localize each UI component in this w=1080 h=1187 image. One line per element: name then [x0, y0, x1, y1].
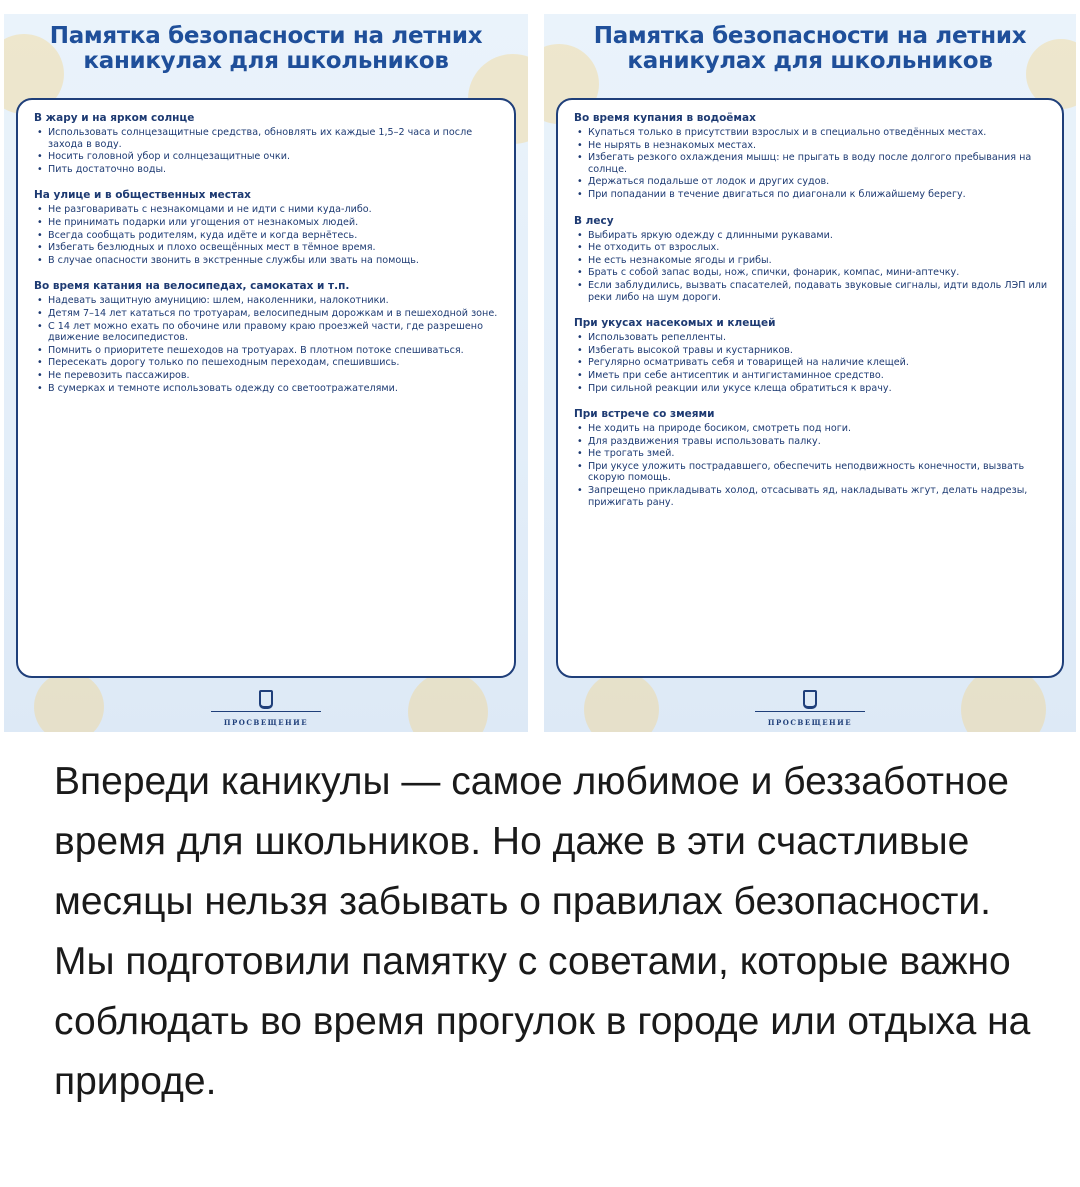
- list-item: • Запрещено прикладывать холод, отсасывать яд, накладывать жгут, делать надрезы, прижигать рану.: [574, 485, 1048, 508]
- section-list: [574, 127, 1048, 201]
- list-item: • Пить достаточно воды.: [34, 164, 500, 176]
- section-title: В жару и на ярком солнце: [34, 112, 195, 124]
- list-item: • Избегать резкого охлаждения мышц: не прыгать в воду после долгого пребывания на солнце.: [574, 152, 1048, 175]
- list-item: • Не отходить от взрослых.: [574, 242, 1048, 254]
- list-item: • Надевать защитную амуницию: шлем, наколенники, налокотники.: [34, 295, 500, 307]
- section-title: При укусах насекомых и клещей: [574, 317, 776, 330]
- list-item: • Пересекать дорогу только по пешеходным переходам, спешившись.: [34, 357, 500, 369]
- poster-section: [574, 112, 1048, 201]
- list-item: • Не есть незнакомые ягоды и грибы.: [574, 255, 1048, 267]
- list-item: • Использовать солнцезащитные средства, обновлять их каждые 1,5–2 часа и после захода в воду.: [34, 127, 500, 150]
- poster-image-left[interactable]: [4, 14, 528, 732]
- section-list: [574, 230, 1048, 304]
- list-item: • Избегать высокой травы и кустарников.: [574, 345, 1048, 357]
- list-item: • При сильной реакции или укусе клеща обратиться к врачу.: [574, 383, 1048, 395]
- list-item: • Детям 7–14 лет кататься по тротуарам, велосипедным дорожкам и в пешеходной зоне.: [34, 308, 500, 320]
- list-item: • Всегда сообщать родителям, куда идёте и когда вернётесь.: [34, 230, 500, 242]
- section-title: При встрече со змеями: [574, 408, 715, 421]
- list-item: • Носить головной убор и солнцезащитные очки.: [34, 151, 500, 163]
- shield-icon: [259, 690, 273, 709]
- list-item: • Держаться подальше от лодок и других судов.: [574, 176, 1048, 188]
- poster-section: [34, 112, 500, 175]
- publisher-logo: [211, 690, 321, 730]
- list-item: • Не принимать подарки или угощения от незнакомых людей.: [34, 217, 500, 229]
- list-item: • Для раздвижения травы использовать палку.: [574, 436, 1048, 448]
- list-item: • Купаться только в присутствии взрослых и в специально отведённых местах.: [574, 127, 1048, 139]
- poster-section: [34, 280, 500, 394]
- section-list: [34, 295, 500, 394]
- list-item: • Не ходить на природе босиком, смотреть под ноги.: [574, 423, 1048, 435]
- publisher-logo: [755, 690, 865, 730]
- section-list: [34, 204, 500, 266]
- section-list: [34, 127, 500, 175]
- list-item: • Брать с собой запас воды, нож, спички, фонарик, компас, мини-аптечку.: [574, 267, 1048, 279]
- poster-title: Памятка безопасности на летних каникулах для школьников: [593, 23, 1027, 74]
- list-item: • При укусе уложить пострадавшего, обеспечить неподвижность конечности, вызвать скорую помощь.: [574, 461, 1048, 484]
- section-title: В лесу: [574, 214, 614, 227]
- list-item: • В сумерках и темноте использовать одежду со светоотражателями.: [34, 383, 500, 395]
- section-title: На улице и в общественных местах: [34, 189, 251, 202]
- list-item: • В случае опасности звонить в экстренные службы или звать на помощь.: [34, 255, 500, 267]
- poster-section: [574, 408, 1048, 508]
- poster-card: [556, 98, 1064, 678]
- list-item: • Регулярно осматривать себя и товарищей на наличие клещей.: [574, 357, 1048, 369]
- list-item: • Если заблудились, вызвать спасателей, подавать звуковые сигналы, идти вдоль ЛЭП или реки либо на шум дороги.: [574, 280, 1048, 303]
- list-item: • Избегать безлюдных и плохо освещённых мест в тёмное время.: [34, 242, 500, 254]
- list-item: • При попадании в течение двигаться по диагонали к ближайшему берегу.: [574, 189, 1048, 201]
- poster-title: Памятка безопасности на летних каникулах для школьников: [49, 23, 483, 74]
- list-item: • Не нырять в незнакомых местах.: [574, 140, 1048, 152]
- shield-icon: [803, 690, 817, 709]
- section-title: Во время катания на велосипедах, самокатах и т.п.: [34, 280, 350, 293]
- poster-section: [34, 189, 500, 266]
- list-item: • Помнить о приоритете пешеходов на тротуарах. В плотном потоке спешиваться.: [34, 345, 500, 357]
- list-item: • Не перевозить пассажиров.: [34, 370, 500, 382]
- list-item: • Не разговаривать с незнакомцами и не идти с ними куда-либо.: [34, 204, 500, 216]
- list-item: • Выбирать яркую одежду с длинными рукавами.: [574, 230, 1048, 242]
- poster-section: [574, 215, 1048, 304]
- section-list: [574, 423, 1048, 508]
- section-list: [574, 332, 1048, 394]
- post-caption: Впереди каникулы — самое любимое и беззаботное время для школьников. Но даже в эти счастливые месяцы нельзя забывать о правилах безопасности. Мы подготовили памятку с советами, которые важно соблюдать во время прогулок в городе или отдыха на природе.: [54, 760, 1031, 1103]
- poster-card: [16, 98, 516, 678]
- poster-section: [574, 317, 1048, 394]
- list-item: • Использовать репелленты.: [574, 332, 1048, 344]
- logo-text: ПРОСВЕЩЕНИЕ: [223, 718, 309, 727]
- poster-image-right[interactable]: [544, 14, 1076, 732]
- list-item: • Не трогать змей.: [574, 448, 1048, 460]
- section-title: Во время купания в водоёмах: [574, 112, 756, 124]
- logo-text: ПРОСВЕЩЕНИЕ: [767, 718, 853, 727]
- list-item: • Иметь при себе антисептик и антигистаминное средство.: [574, 370, 1048, 382]
- list-item: • С 14 лет можно ехать по обочине или правому краю проезжей части, где разрешено движение велосипедистов.: [34, 321, 500, 344]
